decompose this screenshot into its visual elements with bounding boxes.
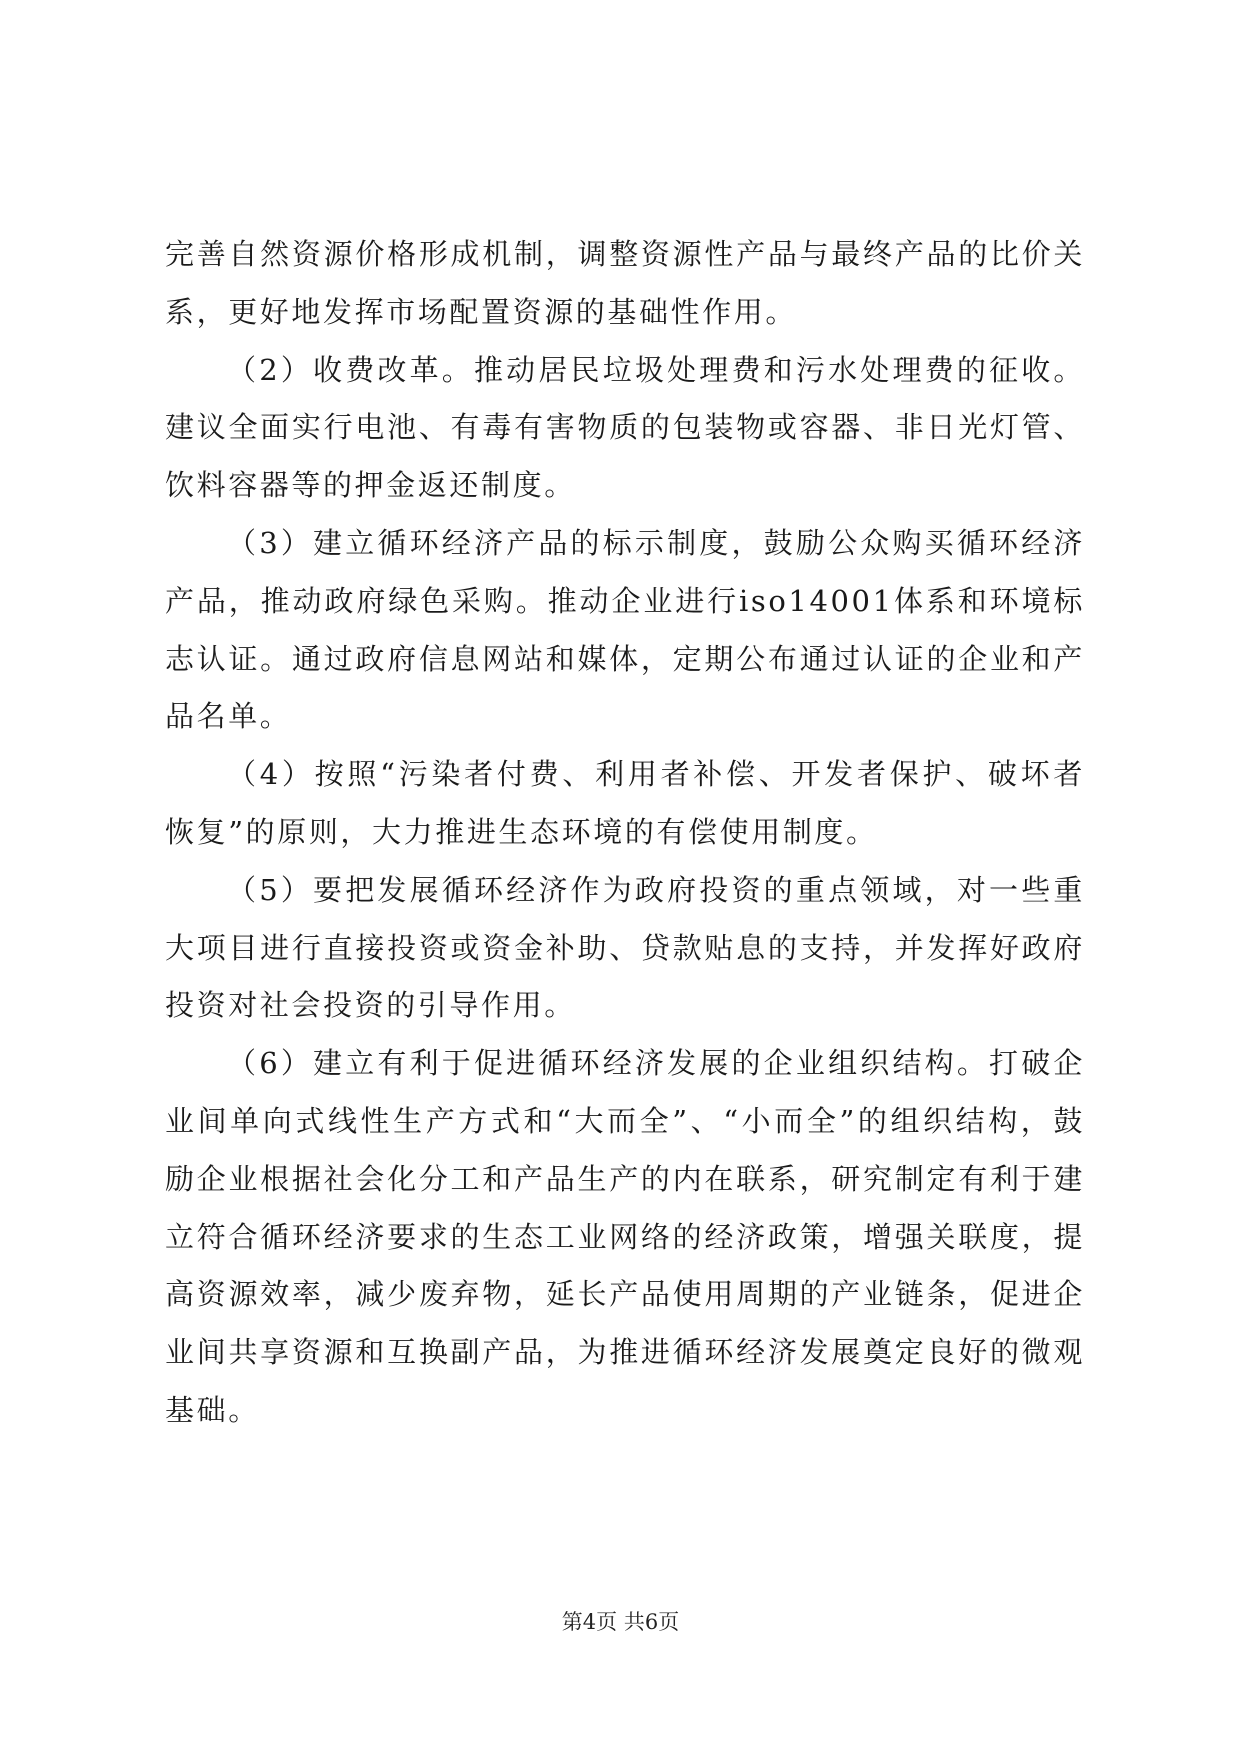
page-number: 第4页 共6页 (561, 1610, 680, 1634)
paragraph-polluter-pays: （4）按照“污染者付费、利用者补偿、开发者保护、破坏者恢复”的原则，大力推进生态环境的有偿使用制度。 (165, 757, 1085, 849)
page-footer (0, 1608, 1241, 1636)
paragraph-fee-reform: （2）收费改革。推动居民垃圾处理费和污水处理费的征收。建议全面实行电池、有毒有害物质的包装物或容器、非日光灯管、饮料容器等的押金返还制度。 (165, 352, 1085, 503)
paragraph-government-investment: （5）要把发展循环经济作为政府投资的重点领域，对一些重大项目进行直接投资或资金补助、贷款贴息的支持，并发挥好政府投资对社会投资的引导作用。 (165, 872, 1085, 1023)
paragraph-continued: 完善自然资源价格形成机制，调整资源性产品与最终产品的比价关系，更好地发挥市场配置资源的基础性作用。 (165, 237, 1085, 329)
paragraph-product-labeling: （3）建立循环经济产品的标示制度，鼓励公众购买循环经济产品，推动政府绿色采购。推动企业进行iso14001体系和环境标志认证。通过政府信息网站和媒体，定期公布通过认证的企业和产品名单。 (165, 525, 1085, 734)
paragraph-enterprise-structure: （6）建立有利于促进循环经济发展的企业组织结构。打破企业间单向式线性生产方式和“大而全”、“小而全”的组织结构，鼓励企业根据社会化分工和产品生产的内在联系，研究制定有利于建立符合循环经济要求的生态工业网络的经济政策，增强关联度，提高资源效率，减少废弃物，延长产品使用周期的产业链条，促进企业间共享资源和互换副产品，为推进循环经济发展奠定良好的微观基础。 (165, 1046, 1085, 1427)
document-body (165, 226, 1085, 1440)
